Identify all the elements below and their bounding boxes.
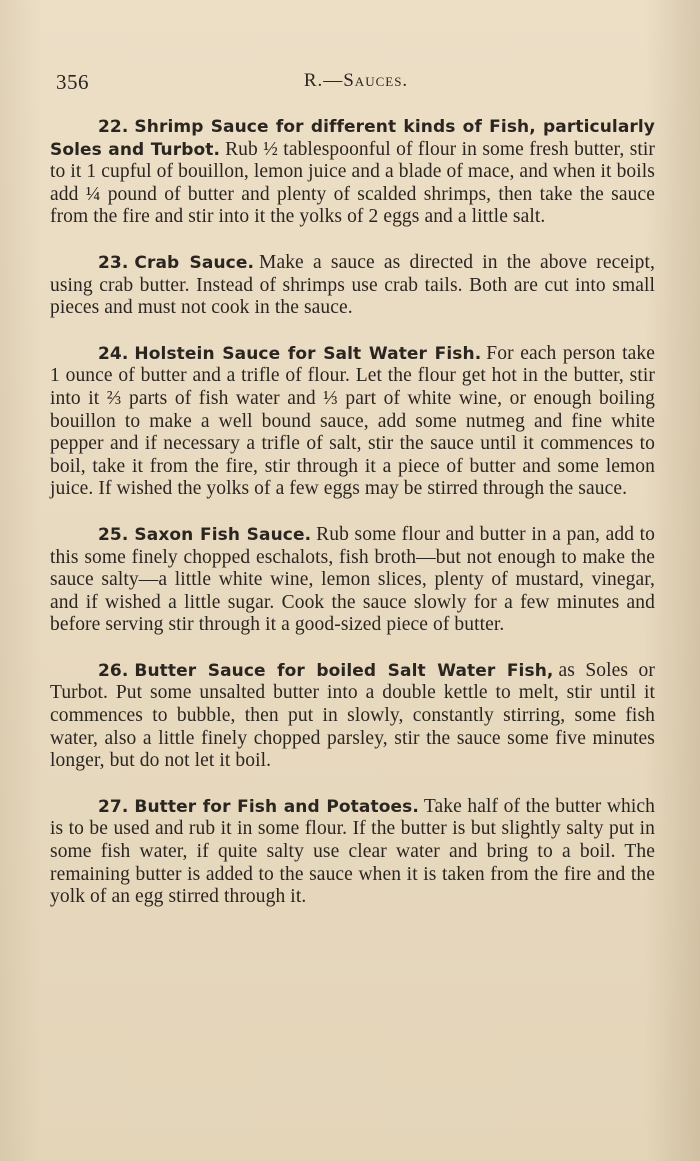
recipe-27 bbox=[50, 796, 655, 909]
recipe-title: Crab Sauce. bbox=[134, 252, 255, 273]
recipe-number: 25. bbox=[98, 524, 129, 545]
recipe-text: Rub ½ tablespoonful of flour in some fresh butter, stir to it 1 cupful of bouillon, lemon juice and a blade of mace, and when it boils add ¼ pound of butter and plenty of scalded shrimps, then take the sauce from the fire and stir into it the yolks of 2 eggs and a little salt. bbox=[50, 138, 656, 228]
recipe-number: 26. bbox=[98, 660, 129, 681]
recipe-text: Take half of the butter which is to be used and rub it in some flour. If the butter is but slightly salty put in some fish water, if quite salty use clear water and bring to a boil. The remaining butter is added to the sauce when it is taken from the fire and the yolk of an egg stirred through it. bbox=[50, 795, 655, 908]
recipe-number: 22. bbox=[98, 117, 129, 137]
page-body bbox=[50, 116, 655, 932]
recipe-24 bbox=[50, 343, 655, 501]
recipe-text: For each person take 1 ounce of butter and a trifle of flour. Let the flour get hot in the butter, stir into it ⅔ parts of fish water and ⅓ part of white wine, or enough boiling bouillon to make a well bound sauce, add some nutmeg and fine white pepper and if necessary a trifle of salt, stir the sauce until it commences to boil, take it from the fire, stir through it a piece of butter and some lemon juice. If wished the yolks of a few eggs may be stirred through the sauce. bbox=[50, 342, 655, 500]
recipe-title: Shrimp Sauce for different kinds of Fish, particularly Soles and Turbot. bbox=[50, 117, 655, 160]
recipe-25 bbox=[50, 524, 655, 637]
page-header bbox=[56, 70, 656, 96]
running-head: R.—Sauces. bbox=[303, 70, 409, 91]
recipe-number: 23. bbox=[98, 252, 129, 273]
recipe-text: Make a sauce as directed in the above receipt, using crab butter. Instead of shrimps use crab tails. Both are cut into small pieces and must not cook in the sauce. bbox=[50, 251, 655, 319]
recipe-text: Rub some flour and butter in a pan, add to this some finely chopped eschalots, fish broth—but not enough to make the sauce salty—a little white wine, lemon slices, plenty of mustard, vinegar, and if wished a little sugar. Cook the sauce slowly for a few minutes and before serving stir through it a good-sized piece of butter. bbox=[50, 523, 656, 636]
recipe-text: as Soles or Turbot. Put some unsalted butter into a double kettle to melt, stir until it commences to bubble, then put in slowly, constantly stirring, some fish water, also a little finely chopped parsley, stir the sauce some five minutes longer, but do not let it boil. bbox=[50, 659, 655, 772]
recipe-title: Butter Sauce for boiled Salt Water Fish, bbox=[134, 660, 554, 681]
recipe-title: Saxon Fish Sauce. bbox=[134, 524, 312, 545]
page-number: 356 bbox=[56, 70, 89, 94]
recipe-title: Butter for Fish and Potatoes. bbox=[134, 796, 419, 817]
recipe-26 bbox=[50, 660, 655, 773]
recipe-22 bbox=[50, 116, 655, 229]
recipe-number: 24. bbox=[98, 343, 129, 364]
recipe-23 bbox=[50, 252, 655, 320]
recipe-title: Holstein Sauce for Salt Water Fish. bbox=[134, 343, 482, 364]
recipe-number: 27. bbox=[98, 796, 129, 817]
